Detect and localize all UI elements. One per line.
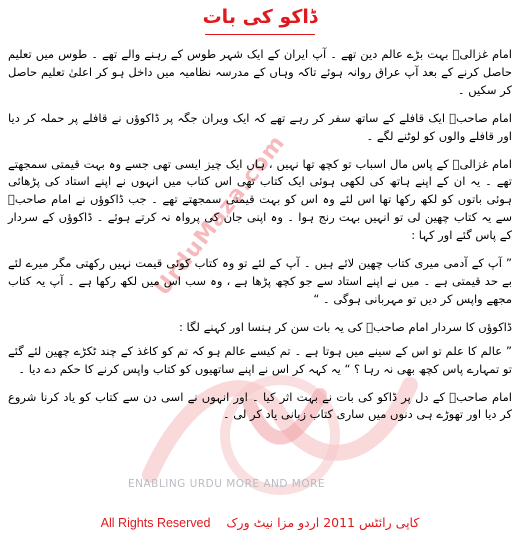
article-body [8,46,512,434]
paragraph-3: امام غزالیؒ کے پاس مال اسباب تو کچھ تھا نہیں ، ہاں ایک چیز ایسی تھی جسے وہ بہت قیمتی سمجھتے تھے ۔ یہ ان کے اپنے ہاتھ کی لکھی ہوئی ایک کتاب تھی اس کتاب میں انہوں نے اپنے استاد کی پڑھائی ہوئی باتوں کو لکھ رکھا تھا اس لئے وہ اس کو بہت قیمتی سمجھتے تھے ۔ جب ڈاکوؤں نے امام صاحبؒ سے یہ کتاب چھین لی تو انہیں بہت رنج ہوا ۔ وہ اپنی جان کی پرواہ نہ کرتے ہوئے ۔ ڈاکوؤں کے سردار کے پاس گئے اور کہا : [8,156,512,243]
paragraph-5: ڈاکوؤں کا سردار امام صاحبؒ کی یہ بات سن کر ہنسا اور کہنے لگا : [179,319,512,334]
title-underline [205,34,315,35]
footer [0,515,520,530]
paragraph-6: ” عالم کا علم تو اس کے سینے میں ہوتا ہے ۔ تم کیسے عالم ہو کہ تم کو کاغذ کے چند ٹکڑے چھین لئے گئے تو تمہارے پاس کچھ بھی نہ رہا ؟ “ یہ کہہ کر اس نے اپنے ساتھیوں کو کتاب واپس کرنے کا حکم دے دیا ۔ [8,343,512,376]
paragraph-4: ” آپ کے آدمی میری کتاب چھین لائے ہیں ۔ آپ کے لئے تو وہ کتاب کوئی قیمت نہیں رکھتی مگر میرے لئے بے حد قیمتی ہے ۔ میں نے اپنے استاد سے جو کچھ پڑھا ہے ، وہ سب اس میں لکھ رکھا ہے ۔ آپ یہ کتاب مجھے واپس کر دیں تو مہربانی ہوگی ۔ “ [8,256,512,306]
paragraph-1: امام غزالیؒ بہت بڑے عالم دین تھے ۔ آپ ایران کے ایک شہر طوس کے رہنے والے تھے ۔ طوس میں تعلیم حاصل کرنے کے بعد آپ عراق روانہ ہوئے تاکہ وہاں کے مدرسہ نظامیہ میں داخل ہو کر اعلیٰ تعلیم حاصل کر سکیں ۔ [8,47,512,97]
footer-rights: All Rights Reserved [100,516,211,530]
footer-copyright: کاپی رائٹس 2011 اردو مزا نیٹ ورک [226,515,420,530]
paragraph-2: امام صاحبؒ ایک قافلے کے ساتھ سفر کر رہے تھے کہ ایک ویران جگہ پر ڈاکوؤں نے قافلے پر حملہ کر دیا اور قافلے والوں کو لوٹنے لگے ۔ [8,110,512,143]
page-title: ڈاکو کی بات [202,6,318,28]
paragraph-7: امام صاحبؒ کے دل پر ڈاکو کی بات نے بہت اثر کیا ۔ اور انہوں نے اسی دن سے کتاب کو یاد کرنا شروع کر دیا اور تھوڑے ہی دنوں میں ساری کتاب زبانی یاد کر لی ۔ [8,389,512,422]
watermark-tagline: ENABLING URDU MORE AND MORE [128,478,326,490]
watermark-url: UrduMaza.com [150,130,291,301]
